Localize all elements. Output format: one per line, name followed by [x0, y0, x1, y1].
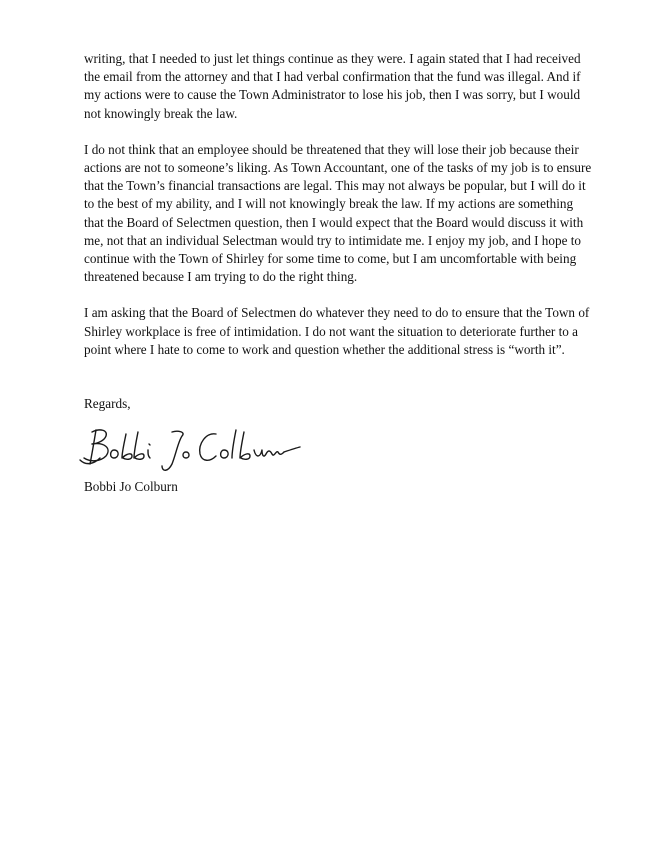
paragraph-2: I do not think that an employee should be threatened that they will lose their job because their actions are not to someone’s liking. As Town Accountant, one of the tasks of my job is to ensure that the Town’s financial transactions are legal. This may not always be popular, but I will do it to the best of my ability, and I will not knowingly break the law. If my actions are something that the Board of Selectmen question, then I would expect that the Board would discuss it with me, not that an individual Selectman would try to intimidate me. I enjoy my job, and I hope to continue with the Town of Shirley for some time to come, but I am uncomfortable with being threatened because I am trying to do the right thing. — [84, 141, 592, 285]
closing-salutation: Regards, — [84, 396, 131, 411]
signer-name: Bobbi Jo Colburn — [84, 479, 178, 494]
paragraph-1: writing, that I needed to just let things continue as they were. I again stated that I had received the email from the attorney and that I had verbal confirmation that the fund was illegal. And if my actions were to cause the Town Administrator to lose his job, then I was sorry, but I would not knowingly break the law. — [84, 51, 581, 121]
letter-body — [84, 50, 594, 359]
handwritten-signature — [78, 420, 303, 484]
paragraph-3: I am asking that the Board of Selectmen do whatever they need to do to ensure that the Town of Shirley workplace is free of intimidation. I do not want the situation to deteriorate further to a point where I hate to come to work and question whether the additional stress is “worth it”. — [84, 305, 590, 357]
